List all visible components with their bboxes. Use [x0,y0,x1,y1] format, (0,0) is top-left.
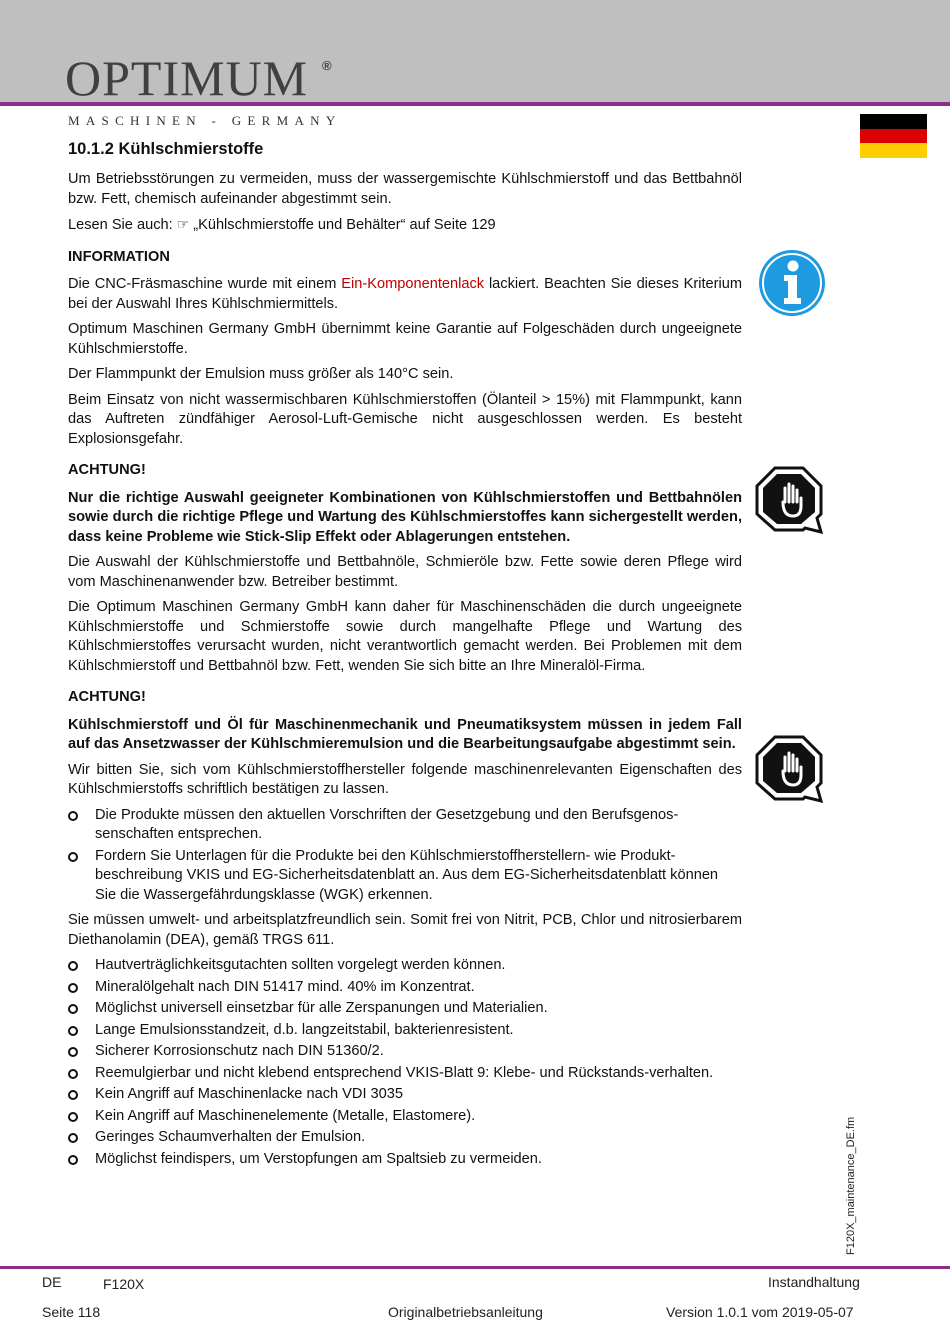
bullet-icon [68,983,78,993]
bullet-icon [68,1069,78,1079]
info-text: lackiert. Beachten Sie dieses Kriterium bei der Auswahl Ihres Kühlschmiermittels. [68,276,742,312]
list-item [68,1021,742,1041]
footer-page-number: Seite 118 [42,1304,101,1320]
stop-hand-warning-icon [755,735,823,805]
warning1-paragraph-2: Die Optimum Maschinen Germany GmbH kann daher für Maschinenschäden die durch ungeeignete Kühlschmierstoffe und Schmierstoffe sowie durch mangelhafte Pflege und Wartung des Kühlschmierstoffes verursacht wurden, nicht verantwortlich gemacht werden. Bei Problemen mit dem Kühlschmierstoff und Bettbahnöl bzw. Fett, wenden Sie sich bitte an Ihre Mineralöl-Firma. [68,599,742,674]
footer-version: Version 1.0.1 vom 2019-05-07 [666,1304,854,1320]
bullet-list-1 [68,806,742,906]
warning1-paragraph-1: Die Auswahl der Kühlschmierstoffe und Bettbahnöle, Schmieröle bzw. Fette sowie deren Pflege wird vom Maschinenanwender bzw. Betreiber bestimmt. [68,554,742,590]
list-item [68,806,742,845]
see-also-prefix: Lesen Sie auch: [68,217,173,233]
footer-doc-type: Originalbetriebsanleitung [388,1304,543,1320]
list-item-text: Reemulgierbar und nicht klebend entsprechend VKIS-Blatt 9: Klebe- und Rückstands-verhalten. [95,1064,714,1081]
list-item [68,999,742,1019]
list-item-text: Hautverträglichkeitsgutachten sollten vorgelegt werden können. [95,957,506,973]
list-item [68,847,742,906]
pointing-hand-icon: ☞ [176,216,190,232]
flag-stripe-black [860,114,927,129]
list-item [68,978,742,998]
list-item [68,1128,742,1148]
list-item-text: Kein Angriff auf Maschinenlacke nach VDI 3035 [95,1086,404,1102]
list-item [68,956,742,976]
info-text: Die CNC-Fräsmaschine wurde mit einem [68,276,342,292]
info-heading: INFORMATION [68,248,170,265]
bullet-list-2 [68,956,742,1169]
bullet-icon [68,852,78,862]
main-content [68,138,742,1175]
see-also-link[interactable]: „Kühlschmierstoffe und Behälter“ auf Seite 129 [193,217,496,233]
intro-paragraph: Um Betriebsstörungen zu vermeiden, muss der wassergemischte Kühlschmierstoff und das Bettbahnöl bzw. Fett, chemisch aufeinander abgestimmt sein. [68,171,742,207]
footer-language: DE [42,1274,62,1290]
list-item-text: Möglichst universell einsetzbar für alle Zerspanungen und Materialien. [95,1000,548,1016]
bullet-icon [68,961,78,971]
list-item [68,1107,742,1127]
bullet-icon [68,811,78,821]
footer-rule [0,1266,950,1269]
list-item-text: Geringes Schaumverhalten der Emulsion. [95,1129,366,1145]
list-item-text: Möglichst feindispers, um Verstopfungen am Spaltsieb zu vermeiden. [95,1150,542,1167]
list-item-text: Mineralölgehalt nach DIN 51417 mind. 40% im Konzentrat. [95,978,475,995]
list-item-text: Lange Emulsionsstandzeit, d.b. langzeitstabil, bakterienresistent. [95,1021,514,1038]
warning2-paragraph-1: Wir bitten Sie, sich vom Kühlschmierstoffhersteller folgende maschinenrelevanten Eigenschaften des Kühlschmierstoffs schriftlich bestätigen zu lassen. [68,761,742,797]
bullet-icon [68,1133,78,1143]
info-paragraph-3: Der Flammpunkt der Emulsion muss größer als 140°C sein. [68,366,454,382]
warning-heading-1: ACHTUNG! [68,462,146,478]
file-name-label: F120X_maintenance_DE.fm [845,1116,857,1255]
stop-hand-warning-icon [755,466,823,536]
bullet-icon [68,1047,78,1057]
list-item-text: Fordern Sie Unterlagen für die Produkte bei den Kühlschmierstoffherstellern- wie Produktbeschreibung VKIS und EG-Sicherheitsdatenblatt an. Aus dem EG-Sicherheitsdatenblatt können Sie die Wassergefährdungsklasse (WGK) erkennen. [95,847,719,903]
info-paragraph-1 [68,275,742,314]
registered-mark: ® [322,58,332,73]
see-also-line [68,215,742,236]
section-title: 10.1.2 Kühlschmierstoffe [68,140,264,158]
warning-bold-2: Kühlschmierstoff und Öl für Maschinenmechanik und Pneumatiksystem müssen in jedem Fall auf das Ansetzwasser der Kühlschmieremulsion und die Bearbeitungsaufgabe abgestimmt sein. [68,716,742,752]
list-item-text: Sicherer Korrosionschutz nach DIN 51360/2. [95,1043,384,1059]
flag-stripe-gold [860,143,927,158]
warning-heading-2: ACHTUNG! [68,689,146,705]
bullet-icon [68,1112,78,1122]
footer-section: Instandhaltung [768,1274,860,1290]
bullet-icon [68,1004,78,1014]
highlight-term: Ein-Komponentenlack [341,276,485,292]
info-paragraph-4: Beim Einsatz von nicht wassermischbaren Kühlschmierstoffen (Ölanteil > 15%) mit Flammpunkt, kann das Auftreten zündfähiger Aerosol-Luft-Gemische nicht ausgeschlossen werden. Es besteht Explosionsgefahr. [68,391,742,447]
bullet-icon [68,1155,78,1165]
logo-subtitle: MASCHINEN - GERMANY [68,113,342,128]
optimum-logo: OPTIMUM [65,50,309,106]
list-item-text: Die Produkte müssen den aktuellen Vorschriften der Gesetzgebung und den Berufsgenossenschaften entsprechen. [95,806,679,842]
bullet-icon [68,1026,78,1036]
list-item [68,1085,742,1105]
flag-stripe-red [860,129,927,144]
list-item-text: Kein Angriff auf Maschinenelemente (Metalle, Elastomere). [95,1107,476,1124]
list-item [68,1042,742,1062]
warning-bold-1: Nur die richtige Auswahl geeigneter Kombinationen von Kühlschmierstoffen und Bettbahnölen sowie durch die richtige Pflege und Wartung des Kühlschmierstoffes kann sichergestellt werden, dass keine Probleme wie Stick-Slip Effekt oder Ablagerungen entstehen. [68,489,742,545]
footer-model: F120X [103,1276,145,1292]
bullet-icon [68,1090,78,1100]
german-flag-icon [860,114,927,158]
list-item [68,1150,742,1170]
environment-paragraph: Sie müssen umwelt- und arbeitsplatzfreundlich sein. Somit frei von Nitrit, PCB, Chlor und nitrosierbarem Diethanolamin (DEA), gemäß TRGS 611. [68,912,742,948]
info-paragraph-2: Optimum Maschinen Germany GmbH übernimmt keine Garantie auf Folgeschäden durch ungeeignete Kühlschmierstoffe. [68,321,742,357]
information-icon [757,248,827,318]
list-item [68,1064,742,1084]
